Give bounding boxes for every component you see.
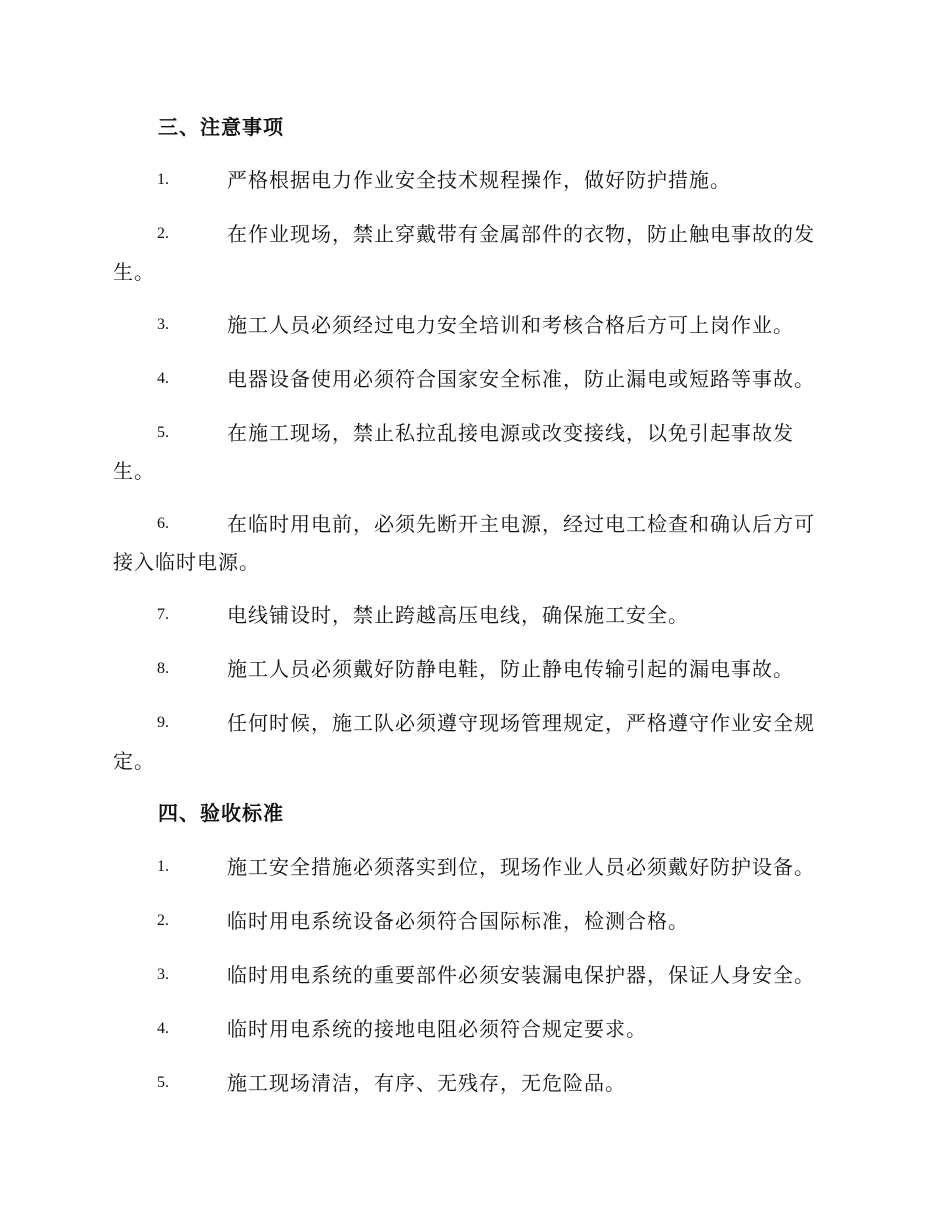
- item-text: 临时用电系统设备必须符合国际标准，检测合格。: [227, 909, 689, 933]
- item-number: 3.: [157, 966, 169, 983]
- item-text: 电器设备使用必须符合国家安全标准，防止漏电或短路等事故。: [227, 367, 815, 391]
- list-item: [113, 596, 833, 634]
- item-text: 严格根据电力作业安全技术规程操作，做好防护措施。: [227, 168, 731, 192]
- section-heading-precautions: 三、注意事项: [158, 115, 284, 139]
- list-item: [113, 956, 833, 994]
- item-text: 施工安全措施必须落实到位，现场作业人员必须戴好防护设备。: [227, 855, 815, 879]
- item-number: 5.: [157, 424, 169, 441]
- item-text: 施工人员必须戴好防静电鞋，防止静电传输引起的漏电事故。: [227, 657, 794, 681]
- item-text: 临时用电系统的接地电阻必须符合规定要求。: [227, 1017, 647, 1041]
- list-item: [113, 848, 833, 886]
- item-number: 1.: [157, 171, 169, 188]
- list-item: [113, 414, 833, 490]
- item-text: 在作业现场，禁止穿戴带有金属部件的衣物，防止触电事故的发生。: [113, 222, 815, 284]
- section-heading-acceptance-criteria: 四、验收标准: [158, 801, 284, 825]
- item-number: 4.: [157, 370, 169, 387]
- item-number: 7.: [157, 606, 169, 623]
- list-item: [113, 1010, 833, 1048]
- item-number: 1.: [157, 858, 169, 875]
- list-item: [113, 360, 833, 398]
- list-item: [113, 650, 833, 688]
- item-number: 4.: [157, 1020, 169, 1037]
- list-item: [113, 215, 833, 291]
- item-number: 5.: [157, 1074, 169, 1091]
- item-number: 6.: [157, 515, 169, 532]
- item-text: 在临时用电前，必须先断开主电源，经过电工检查和确认后方可接入临时电源。: [113, 512, 815, 574]
- list-item: [113, 902, 833, 940]
- list-item: [113, 505, 833, 581]
- list-item: [113, 306, 833, 344]
- item-number: 2.: [157, 912, 169, 929]
- item-number: 9.: [157, 714, 169, 731]
- list-item: [113, 704, 833, 780]
- item-number: 2.: [157, 225, 169, 242]
- item-text: 施工人员必须经过电力安全培训和考核合格后方可上岗作业。: [227, 313, 794, 337]
- item-text: 电线铺设时，禁止跨越高压电线，确保施工安全。: [227, 603, 689, 627]
- item-text: 在施工现场，禁止私拉乱接电源或改变接线，以免引起事故发生。: [113, 421, 794, 483]
- list-item: [113, 1064, 833, 1102]
- item-text: 任何时候，施工队必须遵守现场管理规定，严格遵守作业安全规定。: [113, 711, 815, 773]
- list-item: [113, 161, 833, 199]
- item-number: 8.: [157, 660, 169, 677]
- item-number: 3.: [157, 316, 169, 333]
- item-text: 临时用电系统的重要部件必须安装漏电保护器，保证人身安全。: [227, 963, 815, 987]
- item-text: 施工现场清洁，有序、无残存，无危险品。: [227, 1071, 626, 1095]
